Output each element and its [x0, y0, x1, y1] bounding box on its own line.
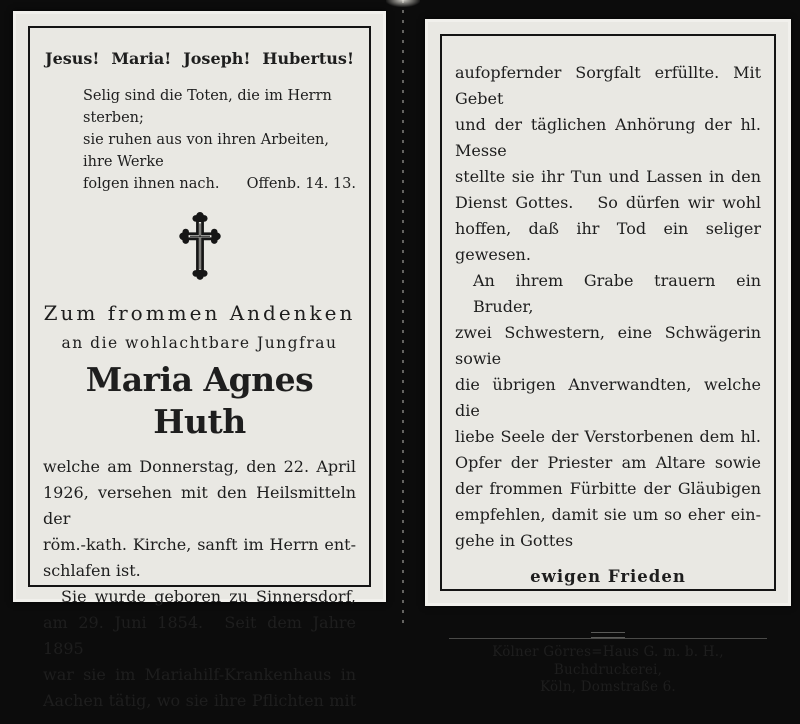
- paragraph-first-line: An ihrem Grabe trauern ein Bruder,: [473, 271, 767, 316]
- memorial-card-right-page: [425, 19, 791, 695]
- fold-top-highlight: [386, 0, 420, 7]
- text-line: Hubertus!: [262, 49, 354, 68]
- scripture-citation: Offenb. 14. 13.: [246, 176, 356, 192]
- quote-last-line: [83, 173, 356, 195]
- imprint-line-1: Kölner Görres=Haus G. m. b. H., Buchdruckerei,: [492, 644, 724, 678]
- text-line: röm.-kath. Kirche, sanft im Herrn ent-: [43, 535, 356, 554]
- closing-phrase: ewigen Frieden: [530, 567, 686, 586]
- devotion-paragraph: [455, 60, 767, 268]
- text-line: Dienst Gottes. So dürfen wir wohl: [455, 193, 761, 212]
- text-line: empfehlen, damit sie um so eher ein-: [455, 505, 761, 524]
- text-line: welche am Donnerstag, den 22. April: [43, 457, 356, 476]
- text-line: hoffen, daß ihr Tod ein seliger gewesen.: [455, 219, 767, 264]
- memorial-card-left-page: [13, 11, 386, 710]
- paragraph-first-line: Sie wurde geboren zu Sinnersdorf,: [61, 587, 356, 606]
- text-line: der frommen Fürbitte der Gläubigen: [455, 479, 761, 498]
- text-line: war sie im Mariahilf-Krankenhaus in: [43, 665, 356, 684]
- paragraph-last-line: schlafen ist.: [43, 561, 141, 580]
- text-line: Joseph!: [183, 49, 251, 68]
- invocation-row: [43, 42, 356, 72]
- death-details-paragraph: [43, 454, 362, 584]
- dedication-subtitle: an die wohlachtbare Jungfrau: [61, 334, 338, 352]
- text-line: Selig sind die Toten, die im Herrn sterben;: [83, 88, 337, 126]
- text-line: aufopfernder Sorgfalt erfüllte. Mit Gebet: [455, 63, 767, 108]
- paragraph-last-line: gehe in Gottes: [455, 531, 574, 550]
- text-line: und der täglichen Anhörung der hl. Messe: [455, 115, 767, 160]
- right-page-content: [442, 36, 774, 711]
- text-line: am 29. Juni 1854. Seit dem Jahre 1895: [43, 613, 362, 658]
- quote-text-end: folgen ihnen nach.: [83, 176, 220, 192]
- text-line: Jesus!: [45, 49, 100, 68]
- text-line: stellte sie ihr Tun und Lassen in den: [455, 167, 761, 186]
- text-line: die übrigen Anverwandten, welche die: [455, 375, 767, 420]
- left-page-content: [30, 28, 369, 724]
- text-line: 1926, versehen mit den Heilsmitteln der: [43, 483, 362, 528]
- biography-paragraph: [43, 584, 362, 714]
- text-line: Maria!: [111, 49, 172, 68]
- text-line: Aachen tätig, wo sie ihre Pflichten mit: [43, 691, 356, 710]
- text-line: Opfer der Priester am Altare sowie: [455, 453, 761, 472]
- scripture-quote: [83, 85, 356, 195]
- cross-ornament-container: [43, 206, 356, 288]
- budded-cross-icon: [175, 206, 225, 288]
- deceased-name: Maria Agnes Huth: [85, 360, 314, 441]
- text-line: sie ruhen aus von ihren Arbeiten, ihre Werke: [83, 132, 334, 170]
- text-line: zwei Schwestern, eine Schwägerin sowie: [455, 323, 767, 368]
- right-page-border-frame: [440, 34, 776, 695]
- text-line: liebe Seele der Verstorbenen dem hl.: [455, 427, 761, 446]
- center-fold-line: [402, 0, 404, 626]
- dedication-title: Zum frommen Andenken: [43, 301, 356, 325]
- printer-imprint: [449, 638, 767, 697]
- mourners-paragraph: [455, 268, 767, 554]
- left-page-border-frame: [28, 26, 371, 710]
- imprint-line-2: Köln, Domstraße 6.: [540, 679, 676, 695]
